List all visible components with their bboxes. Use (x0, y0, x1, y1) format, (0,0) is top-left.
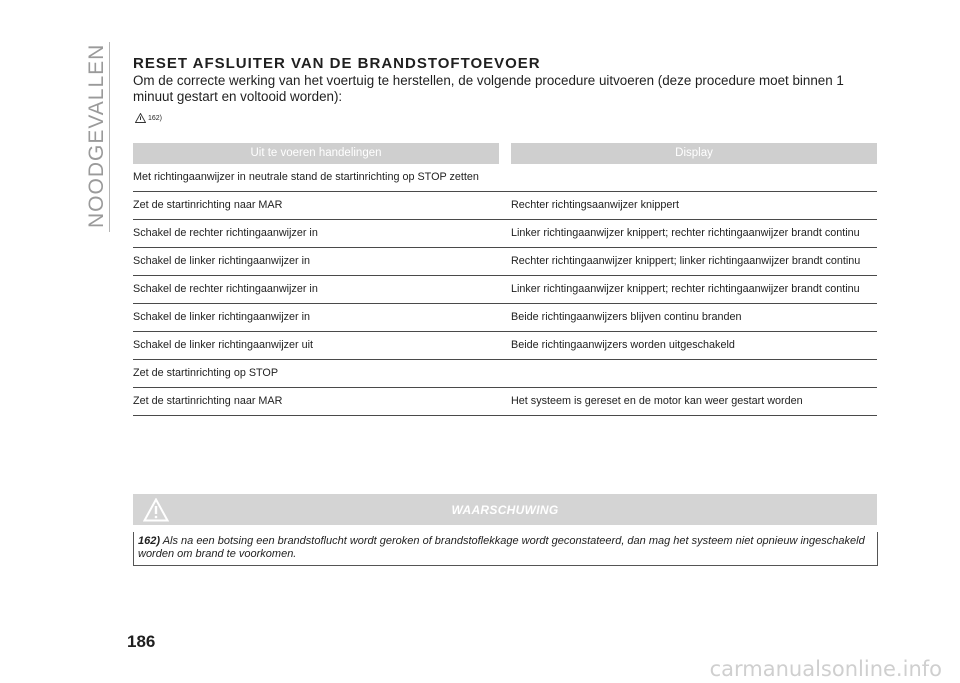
display-cell: Het systeem is gereset en de motor kan weer gestart worden (511, 388, 877, 416)
display-cell (511, 164, 877, 192)
table-row (133, 220, 877, 248)
warning-title: WAARSCHUWING (451, 503, 559, 517)
action-cell: Schakel de linker richtingaanwijzer in (133, 304, 499, 332)
action-cell: Zet de startinrichting naar MAR (133, 192, 499, 220)
cell-gap (499, 304, 511, 332)
display-cell: Beide richtingaanwijzers worden uitgeschakeld (511, 332, 877, 360)
table-row (133, 304, 877, 332)
action-cell: Met richtingaanwijzer in neutrale stand de startinrichting op STOP zetten (133, 164, 499, 192)
warning-triangle-small-icon (135, 113, 146, 123)
cell-gap (499, 360, 511, 388)
table-row (133, 332, 877, 360)
warning-body (133, 532, 878, 566)
ref-number: 162) (148, 114, 163, 122)
action-cell: Schakel de rechter richtingaanwijzer in (133, 276, 499, 304)
display-cell: Linker richtingaanwijzer knippert; rechter richtingaanwijzer brandt continu (511, 276, 877, 304)
cell-gap (499, 164, 511, 192)
display-cell: Beide richtingaanwijzers blijven continu branden (511, 304, 877, 332)
action-cell: Zet de startinrichting op STOP (133, 360, 499, 388)
intro-text: Om de correcte werking van het voertuig te herstellen, de volgende procedure uitvoeren (deze procedure moet binnen 1 minuut gestart en voltooid worden): (133, 73, 844, 104)
watermark: carmanualsonline.info (709, 657, 942, 681)
warning-reference (135, 113, 162, 125)
action-cell: Schakel de linker richtingaanwijzer in (133, 248, 499, 276)
display-cell: Rechter richtingaanwijzer knippert; linker richtingaanwijzer brandt continu (511, 248, 877, 276)
display-cell: Rechter richtingsaanwijzer knippert (511, 192, 877, 220)
cell-gap (499, 276, 511, 304)
action-cell: Schakel de linker richtingaanwijzer uit (133, 332, 499, 360)
table-row (133, 248, 877, 276)
table-row (133, 192, 877, 220)
table-row (133, 360, 877, 388)
side-tab-label: NOODGEVALLEN (85, 43, 108, 228)
cell-gap (499, 332, 511, 360)
cell-gap (499, 248, 511, 276)
cell-gap (499, 192, 511, 220)
side-tab (85, 43, 108, 228)
cell-gap (499, 220, 511, 248)
table-row (133, 388, 877, 416)
table-header-row (133, 143, 877, 164)
table-row (133, 164, 877, 192)
page-number: 186 (127, 632, 156, 651)
table-row (133, 276, 877, 304)
action-cell: Schakel de rechter richtingaanwijzer in (133, 220, 499, 248)
procedure-table (133, 143, 877, 416)
action-cell: Zet de startinrichting naar MAR (133, 388, 499, 416)
display-cell (511, 360, 877, 388)
column-header-actions: Uit te voeren handelingen (133, 143, 499, 164)
display-cell: Linker richtingaanwijzer knippert; rechter richtingaanwijzer brandt continu (511, 220, 877, 248)
column-header-display: Display (511, 143, 877, 164)
cell-gap (499, 388, 511, 416)
column-gap (499, 143, 511, 164)
warning-header (133, 494, 877, 525)
warning-number: 162) (138, 535, 161, 547)
section-title: RESET AFSLUITER VAN DE BRANDSTOFTOEVOER (133, 55, 541, 72)
warning-text: Als na een botsing een brandstoflucht wordt geroken of brandstoflekkage wordt geconstateerd, dan mag het systeem niet opnieuw ingeschakeld worden om brand te voorkomen. (138, 535, 865, 560)
side-divider (109, 42, 110, 232)
